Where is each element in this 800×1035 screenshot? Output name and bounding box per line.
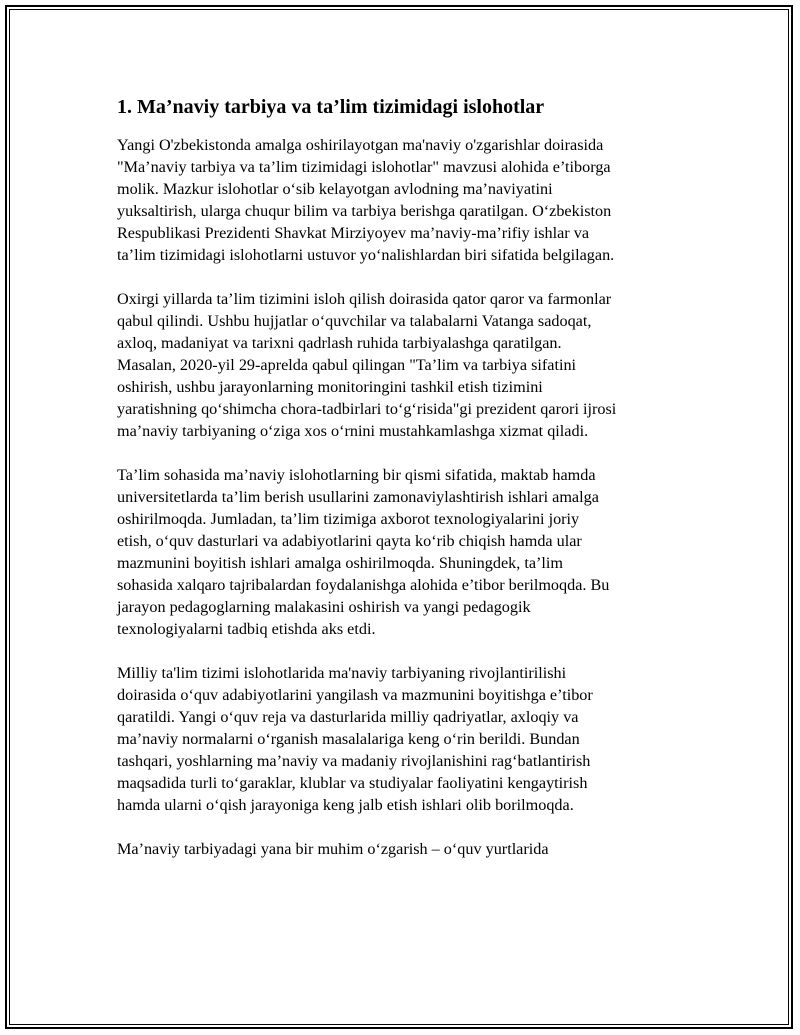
text-line: ma’naviy normalarni o‘rganish masalalariga keng o‘rin berildi. Bundan [117, 730, 580, 748]
paragraph-gap [117, 266, 697, 288]
text-line: etish, o‘quv dasturlari va adabiyotlarini qayta ko‘rib chiqish hamda ular [117, 532, 582, 550]
paragraph-2 [117, 288, 697, 442]
text-line: Masalan, 2020-yil 29-aprelda qabul qilingan "Ta’lim va tarbiya sifatini [117, 356, 577, 374]
text-line: universitetlarda ta’lim berish usullarini zamonaviylashtirish ishlari amalga [117, 488, 599, 506]
paragraph-3 [117, 464, 697, 640]
text-line: oshirilmoqda. Jumladan, ta’lim tizimiga axborot texnologiyalarini joriy [117, 510, 580, 528]
text-line: maqsadida turli to‘garaklar, klublar va studiyalar faoliyatini kengaytirish [117, 774, 588, 792]
text-line: sohasida xalqaro tajribalardan foydalanishga alohida e’tibor berilmoqda. Bu [117, 576, 610, 594]
text-line: Yangi O'zbekistonda amalga oshirilayotgan ma'naviy o'zgarishlar doirasida [117, 136, 604, 154]
text-line: ta’lim tizimidagi islohotlarni ustuvor yo‘nalishlardan biri sifatida belgilagan. [117, 246, 615, 264]
paragraph-gap [117, 442, 697, 464]
paragraph-1 [117, 134, 697, 266]
text-line: jarayon pedagoglarning malakasini oshirish va yangi pedagogik [117, 598, 531, 616]
paragraph-5 [117, 838, 697, 860]
text-line: mazmunini boyitish ishlari amalga oshirilmoqda. Shuningdek, ta’lim [117, 554, 563, 572]
text-line: texnologiyalarni tadbiq etishda aks etdi. [117, 620, 376, 638]
text-line: molik. Mazkur islohotlar o‘sib kelayotgan avlodning ma’naviyatini [117, 180, 553, 198]
text-line: Ma’naviy tarbiyadagi yana bir muhim o‘zgarish – o‘quv yurtlarida [117, 840, 549, 858]
text-line: oshirish, ushbu jarayonlarning monitoringini tashkil etish tizimini [117, 378, 543, 396]
section-heading: 1. Ma’naviy tarbiya va ta’lim tizimidagi islohotlar [117, 96, 545, 118]
text-line: doirasida o‘quv adabiyotlarini yangilash va mazmunini boyitishga e’tibor [117, 686, 593, 704]
paragraph-gap [117, 640, 697, 662]
text-line: Oxirgi yillarda ta’lim tizimini isloh qilish doirasida qator qaror va farmonlar [117, 290, 612, 308]
text-line: qaratildi. Yangi o‘quv reja va dasturlarida milliy qadriyatlar, axloqiy va [117, 708, 579, 726]
text-line: Milliy ta'lim tizimi islohotlarida ma'naviy tarbiyaning rivojlantirilishi [117, 664, 567, 682]
text-line: ma’naviy tarbiyaning o‘ziga xos o‘rnini mustahkamlashga xizmat qiladi. [117, 422, 589, 440]
text-line: axloq, madaniyat va tarixni qadrlash ruhida tarbiyalashga qaratilgan. [117, 334, 562, 352]
text-line: yuksaltirish, ularga chuqur bilim va tarbiya berishga qaratilgan. O‘zbekiston [117, 202, 612, 220]
text-line: qabul qilindi. Ushbu hujjatlar o‘quvchilar va talabalarni Vatanga sadoqat, [117, 312, 592, 330]
text-line: "Ma’naviy tarbiya va ta’lim tizimidagi islohotlar" mavzusi alohida e’tiborga [117, 158, 611, 176]
text-line: Ta’lim sohasida ma’naviy islohotlarning bir qismi sifatida, maktab hamda [117, 466, 596, 484]
text-line: Respublikasi Prezidenti Shavkat Mirziyoyev ma’naviy-ma’rifiy ishlar va [117, 224, 590, 242]
text-line: tashqari, yoshlarning ma’naviy va madaniy rivojlanishini rag‘batlantirish [117, 752, 591, 770]
paragraph-4 [117, 662, 697, 816]
paragraph-gap [117, 816, 697, 838]
document-body [117, 94, 697, 860]
text-line: yaratishning qo‘shimcha chora-tadbirlari to‘g‘risida"gi prezident qarori ijrosi [117, 400, 617, 418]
text-line: hamda ularni o‘qish jarayoniga keng jalb etish ishlari olib borilmoqda. [117, 796, 574, 814]
